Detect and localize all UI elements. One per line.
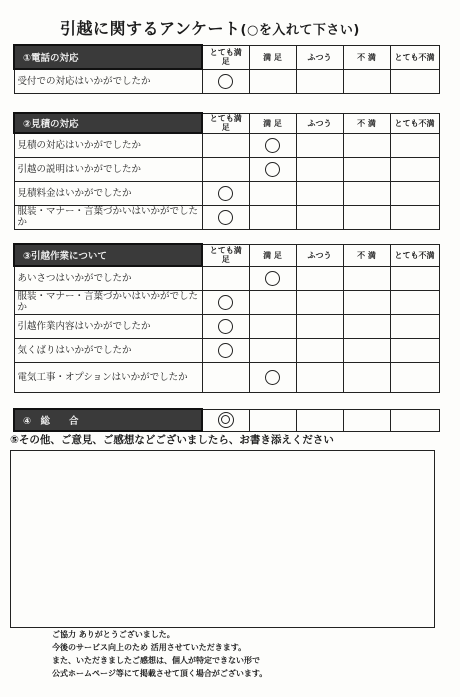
answer-cell-very-unsatisfied[interactable] xyxy=(390,69,439,93)
answer-cell-unsatisfied[interactable] xyxy=(343,314,390,338)
answer-cell-unsatisfied[interactable] xyxy=(343,205,390,229)
question-text: 見積料金はいかがでしたか xyxy=(14,181,202,205)
answer-cell-normal[interactable] xyxy=(296,362,343,392)
answer-cell-satisfied[interactable] xyxy=(249,409,296,431)
circle-mark xyxy=(218,74,233,89)
circle-mark xyxy=(218,210,233,225)
answer-cell-very-unsatisfied[interactable] xyxy=(390,205,439,229)
answer-cell-very-unsatisfied[interactable] xyxy=(390,181,439,205)
answer-cell-normal[interactable] xyxy=(296,181,343,205)
answer-cell-normal[interactable] xyxy=(296,290,343,314)
answer-cell-unsatisfied[interactable] xyxy=(343,133,390,157)
header-satisfied: 満 足 xyxy=(249,113,296,133)
answer-cell-very-satisfied[interactable] xyxy=(202,205,249,229)
question-text: 電気工事・オプションはいかがでしたか xyxy=(14,362,202,392)
question-text: 服装・マナー・言葉づかいはいかがでしたか xyxy=(14,205,202,229)
comment-prompt: ⑤その他、ご意見、ご感想などございましたら、お書き添えください xyxy=(10,434,334,446)
question-row xyxy=(14,266,439,290)
question-text: 引越の説明はいかがでしたか xyxy=(14,157,202,181)
header-satisfied: 満 足 xyxy=(249,244,296,266)
comment-box[interactable] xyxy=(10,450,435,628)
question-row xyxy=(14,157,439,181)
footer-line: ご協力 ありがとうございました。 xyxy=(52,630,175,639)
question-text: 見積の対応はいかがでしたか xyxy=(14,133,202,157)
question-text: 気くばりはいかがでしたか xyxy=(14,338,202,362)
answer-cell-satisfied[interactable] xyxy=(249,133,296,157)
answer-cell-satisfied[interactable] xyxy=(249,290,296,314)
circle-mark xyxy=(265,271,280,286)
question-text: 引越作業内容はいかがでしたか xyxy=(14,314,202,338)
question-row xyxy=(14,314,439,338)
section-table xyxy=(13,243,440,393)
answer-cell-satisfied[interactable] xyxy=(249,338,296,362)
answer-cell-unsatisfied[interactable] xyxy=(343,157,390,181)
answer-cell-very-satisfied[interactable] xyxy=(202,362,249,392)
answer-cell-very-unsatisfied[interactable] xyxy=(390,338,439,362)
question-row xyxy=(14,205,439,229)
answer-cell-very-unsatisfied[interactable] xyxy=(390,266,439,290)
header-very-unsatisfied: とても不満 xyxy=(390,113,439,133)
answer-cell-very-satisfied[interactable] xyxy=(202,314,249,338)
answer-cell-very-unsatisfied[interactable] xyxy=(390,157,439,181)
circle-mark xyxy=(265,162,280,177)
header-normal: ふつう xyxy=(296,113,343,133)
answer-cell-normal[interactable] xyxy=(296,205,343,229)
answer-cell-unsatisfied[interactable] xyxy=(343,338,390,362)
answer-cell-unsatisfied[interactable] xyxy=(343,362,390,392)
answer-cell-very-satisfied[interactable] xyxy=(202,157,249,181)
footer-line: また、いただきましたご感想は、個人が特定できない形で xyxy=(52,656,260,665)
header-normal: ふつう xyxy=(296,244,343,266)
header-normal: ふつう xyxy=(296,45,343,69)
question-row xyxy=(14,362,439,392)
answer-cell-satisfied[interactable] xyxy=(249,157,296,181)
answer-cell-normal[interactable] xyxy=(296,266,343,290)
circle-mark xyxy=(218,295,233,310)
header-unsatisfied: 不 満 xyxy=(343,45,390,69)
double-circle-mark xyxy=(218,412,234,428)
footer-note xyxy=(52,628,267,680)
header-unsatisfied: 不 満 xyxy=(343,113,390,133)
section-label: ②見積の対応 xyxy=(14,113,202,133)
circle-mark xyxy=(265,370,280,385)
answer-cell-unsatisfied[interactable] xyxy=(343,69,390,93)
section-label: ③引越作業について xyxy=(14,244,202,266)
question-text: 受付での対応はいかがでしたか xyxy=(14,69,202,93)
title-main: 引越に関するアンケート xyxy=(60,19,241,38)
answer-cell-unsatisfied[interactable] xyxy=(343,181,390,205)
header-very-unsatisfied: とても不満 xyxy=(390,45,439,69)
header-very-satisfied: とても満足 xyxy=(202,113,249,133)
answer-cell-very-unsatisfied[interactable] xyxy=(390,133,439,157)
section-table xyxy=(13,112,440,230)
answer-cell-very-satisfied[interactable] xyxy=(202,409,249,431)
answer-cell-satisfied[interactable] xyxy=(249,181,296,205)
survey-title xyxy=(60,16,420,39)
answer-cell-satisfied[interactable] xyxy=(249,266,296,290)
question-text: あいさつはいかがでしたか xyxy=(14,266,202,290)
answer-cell-normal[interactable] xyxy=(296,338,343,362)
answer-cell-satisfied[interactable] xyxy=(249,362,296,392)
answer-cell-unsatisfied[interactable] xyxy=(343,290,390,314)
header-very-satisfied: とても満足 xyxy=(202,244,249,266)
question-row xyxy=(14,338,439,362)
section-table xyxy=(13,408,440,432)
question-row xyxy=(14,133,439,157)
answer-cell-unsatisfied[interactable] xyxy=(343,409,390,431)
question-row xyxy=(14,290,439,314)
answer-cell-very-satisfied[interactable] xyxy=(202,69,249,93)
answer-cell-normal[interactable] xyxy=(296,69,343,93)
circle-mark xyxy=(218,319,233,334)
header-very-satisfied: とても満足 xyxy=(202,45,249,69)
circle-mark xyxy=(265,138,280,153)
answer-cell-very-satisfied[interactable] xyxy=(202,290,249,314)
answer-cell-normal[interactable] xyxy=(296,157,343,181)
answer-cell-very-satisfied[interactable] xyxy=(202,266,249,290)
circle-mark xyxy=(218,343,233,358)
answer-cell-normal[interactable] xyxy=(296,409,343,431)
section-label: ①電話の対応 xyxy=(14,45,202,69)
answer-cell-very-unsatisfied[interactable] xyxy=(390,362,439,392)
answer-cell-very-satisfied[interactable] xyxy=(202,181,249,205)
section-label: ④ 総 合 xyxy=(14,409,202,431)
question-row xyxy=(14,69,439,93)
header-satisfied: 満 足 xyxy=(249,45,296,69)
section-table xyxy=(13,44,440,94)
answer-cell-unsatisfied[interactable] xyxy=(343,266,390,290)
question-text: 服装・マナー・言葉づかいはいかがでしたか xyxy=(14,290,202,314)
header-very-unsatisfied: とても不満 xyxy=(390,244,439,266)
answer-cell-very-unsatisfied[interactable] xyxy=(390,314,439,338)
question-row xyxy=(14,181,439,205)
header-unsatisfied: 不 満 xyxy=(343,244,390,266)
answer-cell-very-satisfied[interactable] xyxy=(202,338,249,362)
answer-cell-satisfied[interactable] xyxy=(249,69,296,93)
answer-cell-normal[interactable] xyxy=(296,314,343,338)
answer-cell-satisfied[interactable] xyxy=(249,205,296,229)
title-sub: (○を入れて下さい) xyxy=(240,23,360,38)
answer-cell-normal[interactable] xyxy=(296,133,343,157)
answer-cell-very-satisfied[interactable] xyxy=(202,133,249,157)
answer-cell-satisfied[interactable] xyxy=(249,314,296,338)
footer-line: 今後のサービス向上のため 活用させていただきます。 xyxy=(52,643,247,652)
circle-mark xyxy=(218,186,233,201)
footer-line: 公式ホームページ等にて掲載させて頂く場合がございます。 xyxy=(52,669,268,678)
answer-cell-very-unsatisfied[interactable] xyxy=(390,290,439,314)
answer-cell-very-unsatisfied[interactable] xyxy=(390,409,439,431)
